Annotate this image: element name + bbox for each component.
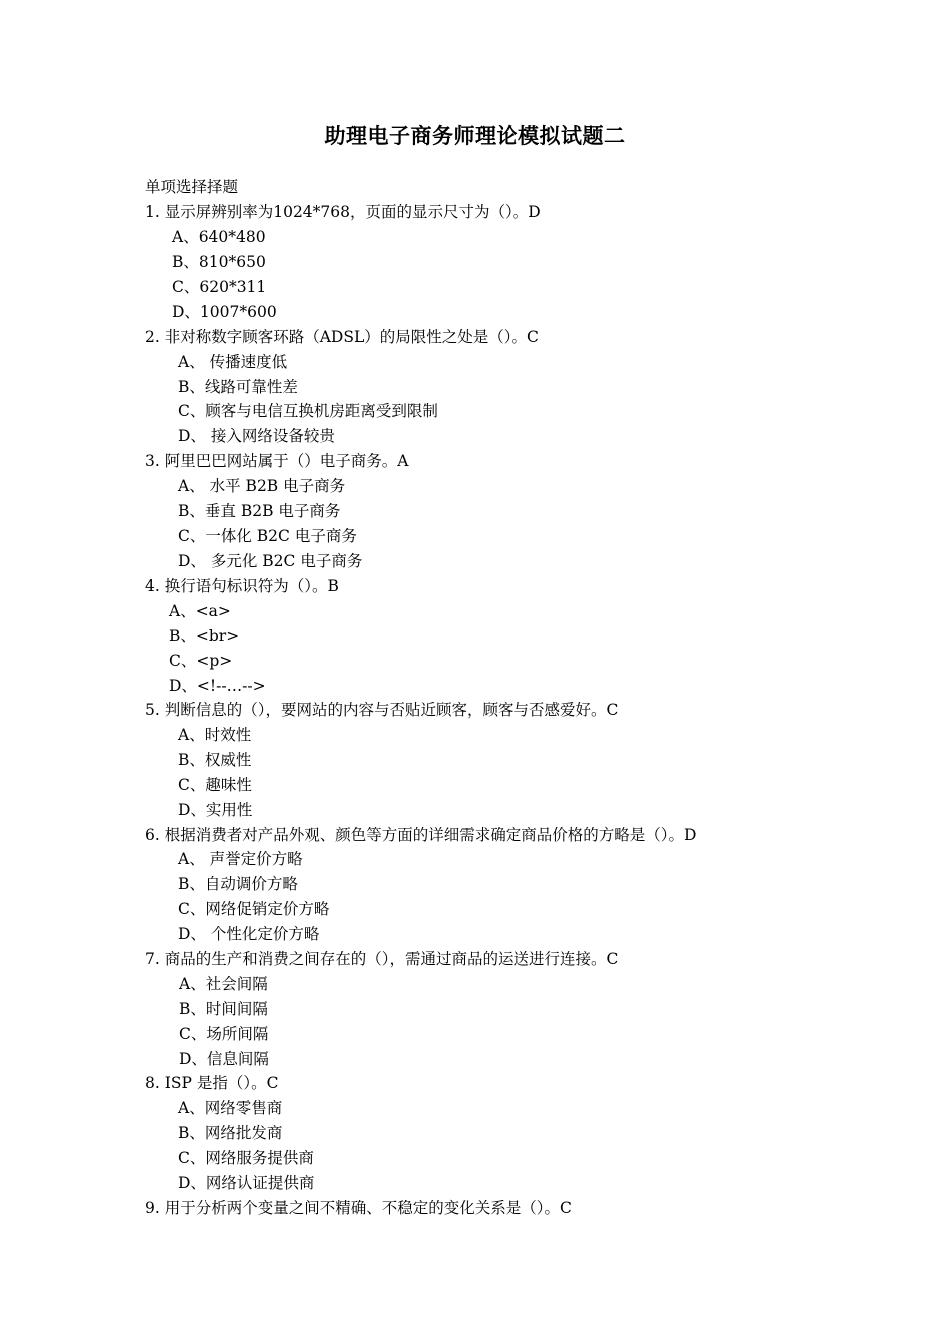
question-stem: 5. 判断信息的（），要网站的内容与否贴近顾客，顾客与否感爱好。C <box>145 701 619 719</box>
question-option: C、620*311 <box>172 278 267 296</box>
question-option: B、810*650 <box>172 253 266 271</box>
question-option: A、 水平 B2B 电子商务 <box>178 477 346 495</box>
section-heading: 单项选择择题 <box>145 178 239 196</box>
question-stem: 9. 用于分析两个变量之间不精确、不稳定的变化关系是（）。C <box>145 1199 572 1217</box>
question-option: C、顾客与电信互换机房距离受到限制 <box>178 402 438 420</box>
question-stem: 4. 换行语句标识符为（）。B <box>145 577 339 595</box>
question-stem: 1. 显示屏辨别率为1024*768，页面的显示尺寸为（）。D <box>145 203 541 221</box>
question-option: A、 传播速度低 <box>178 353 288 371</box>
question-option: B、<br> <box>169 627 240 645</box>
question-option: B、线路可靠性差 <box>178 378 298 396</box>
question-option: D、<!--…--> <box>169 677 266 695</box>
question-option: A、网络零售商 <box>178 1099 283 1117</box>
question-option: A、社会间隔 <box>179 975 268 993</box>
question-option: A、时效性 <box>178 726 252 744</box>
question-option: B、时间间隔 <box>179 1000 268 1018</box>
question-option: B、自动调价方略 <box>178 875 298 893</box>
question-option: B、权威性 <box>178 751 252 769</box>
question-option: D、信息间隔 <box>179 1050 269 1068</box>
question-option: C、趣味性 <box>178 776 252 794</box>
question-option: C、网络服务提供商 <box>178 1149 314 1167</box>
question-option: B、垂直 B2B 电子商务 <box>178 502 341 520</box>
question-option: D、 多元化 B2C 电子商务 <box>178 552 363 570</box>
question-option: C、<p> <box>169 652 233 670</box>
question-option: A、<a> <box>169 602 231 620</box>
question-option: A、640*480 <box>172 228 266 246</box>
question-stem: 6. 根据消费者对产品外观、颜色等方面的详细需求确定商品价格的方略是（）。D <box>145 826 697 844</box>
question-stem: 8. ISP 是指（）。C <box>145 1074 279 1092</box>
question-option: D、网络认证提供商 <box>178 1174 315 1192</box>
question-option: C、网络促销定价方略 <box>178 900 330 918</box>
question-option: D、1007*600 <box>172 303 277 321</box>
question-stem: 3. 阿里巴巴网站属于（）电子商务。A <box>145 452 409 470</box>
question-option: C、一体化 B2C 电子商务 <box>178 527 357 545</box>
question-option: D、 个性化定价方略 <box>178 925 320 943</box>
question-option: D、实用性 <box>178 801 253 819</box>
page-title: 助理电子商务师理论模拟试题二 <box>324 123 626 148</box>
question-option: D、 接入网络设备较贵 <box>178 427 335 445</box>
question-option: A、 声誉定价方略 <box>178 850 303 868</box>
question-option: B、网络批发商 <box>178 1124 283 1142</box>
question-stem: 7. 商品的生产和消费之间存在的（），需通过商品的运送进行连接。C <box>145 950 619 968</box>
question-stem: 2. 非对称数字顾客环路（ADSL）的局限性之处是（）。C <box>145 328 539 346</box>
question-option: C、场所间隔 <box>179 1025 269 1043</box>
